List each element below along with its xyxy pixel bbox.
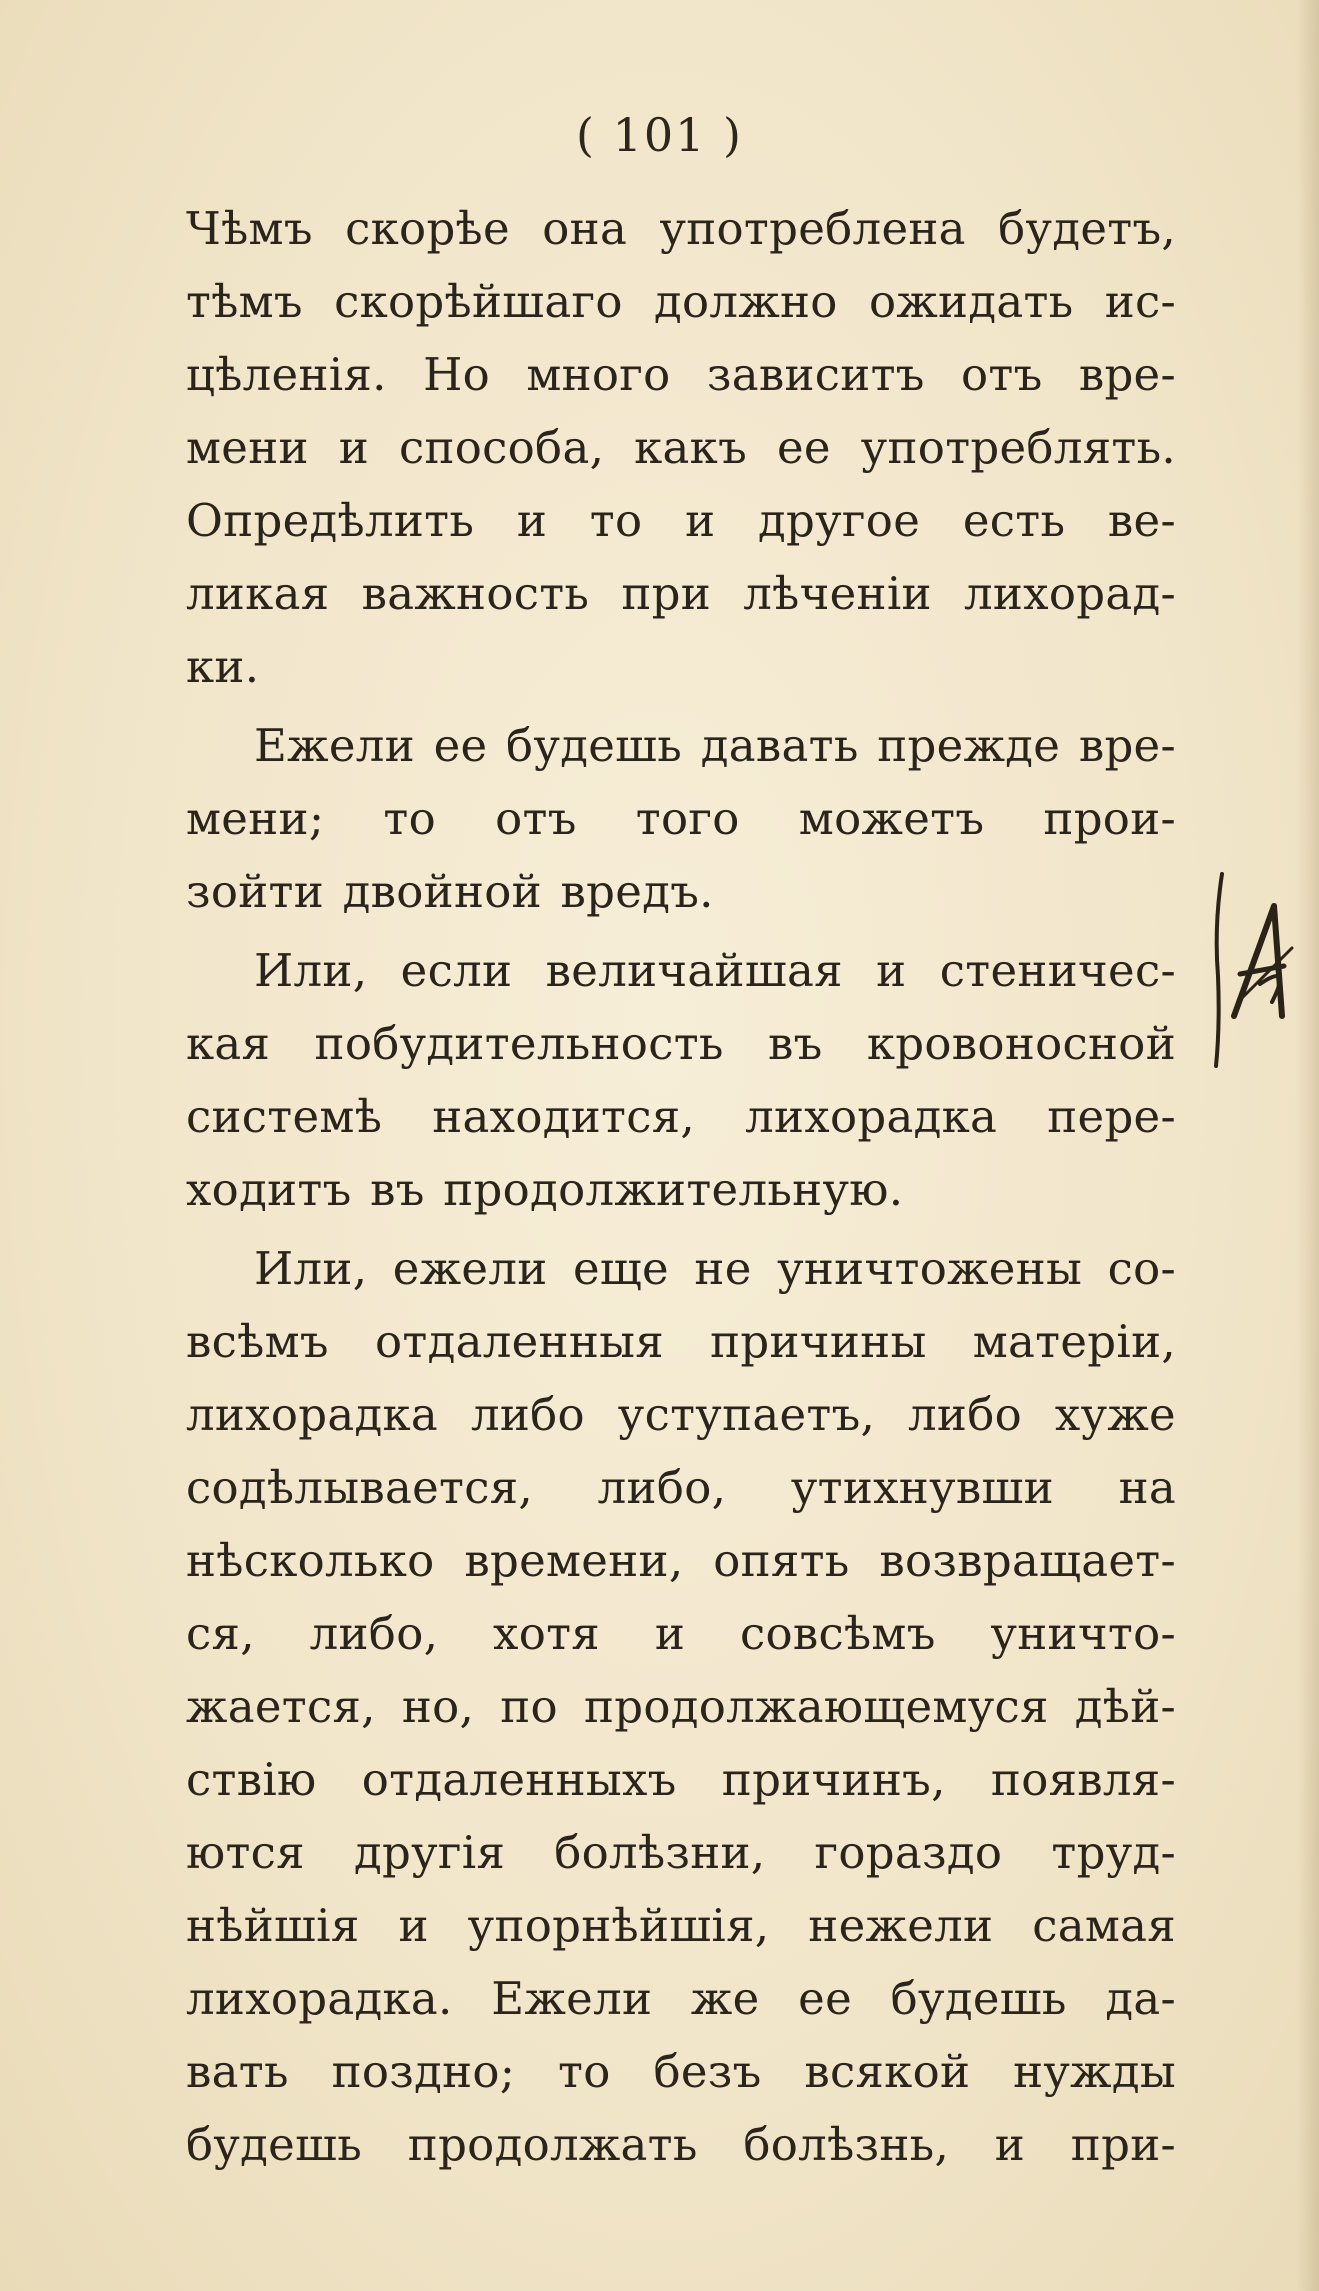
paragraph-3 xyxy=(186,934,1176,1226)
paragraph-2 xyxy=(186,709,1176,928)
text-line: ся, либо, хотя и совсѣмъ уничто- xyxy=(186,1607,1176,1660)
paragraph-1 xyxy=(186,192,1176,703)
text-line: нѣсколько времени, опять возвращает- xyxy=(186,1534,1176,1587)
text-line: лихорадка. Ежели же ее будешь да- xyxy=(186,1972,1176,2025)
text-line: содѣлывается, либо, утихнувши на xyxy=(186,1461,1176,1514)
text-line: зойти двойной вредъ. xyxy=(186,865,714,918)
text-line: будешь продолжать болѣзнь, и при- xyxy=(186,2118,1176,2171)
text-line: мени; то отъ того можетъ прои- xyxy=(186,792,1176,845)
text-line: лихорадка либо уступаетъ, либо хуже xyxy=(186,1388,1176,1441)
text-line: ются другія болѣзни, гораздо труд- xyxy=(186,1826,1176,1879)
text-line: ки. xyxy=(186,640,260,693)
text-line: цѣленія. Но много зависитъ отъ вре- xyxy=(186,348,1176,401)
body-text xyxy=(186,192,1176,2187)
text-line: всѣмъ отдаленныя причины матеріи, xyxy=(186,1315,1176,1368)
paragraph-4 xyxy=(186,1232,1176,2181)
text-line: кая побудительность въ кровоносной xyxy=(186,1017,1176,1070)
text-line: тѣмъ скорѣйшаго должно ожидать ис- xyxy=(186,275,1176,328)
handwritten-margin-mark xyxy=(1212,866,1302,1076)
text-line: Ежели ее будешь давать прежде вре- xyxy=(254,719,1176,772)
text-line: мени и способа, какъ ее употреблять. xyxy=(186,421,1176,474)
text-line: системѣ находится, лихорадка пере- xyxy=(186,1090,1176,1143)
page-number: ( 101 ) xyxy=(576,108,743,162)
text-line: Или, если величайшая и стеничес- xyxy=(254,944,1176,997)
text-line: ликая важность при лѣченіи лихорад- xyxy=(186,567,1176,620)
text-line: Или, ежели еще не уничтожены со- xyxy=(254,1242,1176,1295)
text-line: ходитъ въ продолжительную. xyxy=(186,1163,904,1216)
page-edge-shadow xyxy=(1297,0,1319,2291)
text-line: Чѣмъ скорѣе она употреблена будетъ, xyxy=(186,202,1176,255)
text-line: ствію отдаленныхъ причинъ, появля- xyxy=(186,1753,1176,1806)
text-line: жается, но, по продолжающемуся дѣй- xyxy=(186,1680,1176,1733)
text-line: вать поздно; то безъ всякой нужды xyxy=(186,2045,1176,2098)
text-line: нѣйшія и упорнѣйшія, нежели самая xyxy=(186,1899,1176,1952)
text-line: Опредѣлить и то и другое есть ве- xyxy=(186,494,1176,547)
